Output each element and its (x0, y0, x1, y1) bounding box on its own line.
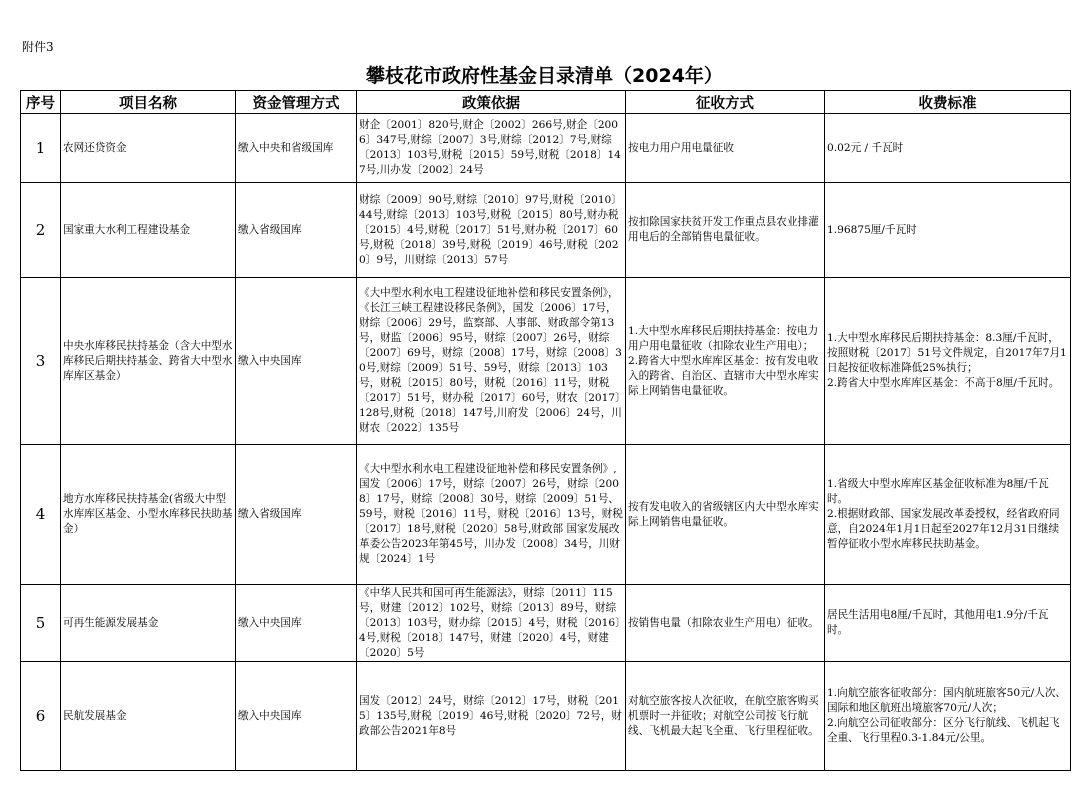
cell-policy: 财企〔2001〕820号,财企〔2002〕266号,财企〔2006〕347号,财综〔2007〕3号,财综〔2012〕7号,财综〔2013〕103号,财税〔2015〕59号,财税〔2018〕147号,川办发〔2002〕24号 (357, 114, 626, 183)
fund-table (20, 90, 1071, 771)
cell-policy: 《中华人民共和国可再生能源法》，财综〔2011〕115号，财建〔2012〕102号，财综〔2013〕89号，财综〔2013〕103号，财办综〔2015〕4号，财税〔2016〕4号,财税〔2018〕147号，财建〔2020〕4号，财建〔2020〕5号 (357, 585, 626, 662)
cell-management: 缴入中央国库 (236, 278, 357, 445)
cell-name: 民航发展基金 (61, 662, 236, 771)
cell-management: 缴入中央国库 (236, 662, 357, 771)
header-standard: 收费标准 (825, 91, 1071, 114)
cell-standard: 1.向航空旅客征收部分：国内航班旅客50元/人次、国际和地区航班出境旅客70元/人次； 2.向航空公司征收部分：区分飞行航线、飞机起飞全重、飞行里程0.3-1.84元/公里。 (825, 662, 1071, 771)
table-row (21, 585, 1071, 662)
cell-seq: 4 (21, 445, 61, 585)
table-row (21, 278, 1071, 445)
table-header-row (21, 91, 1071, 114)
cell-policy: 《大中型水利水电工程建设征地补偿和移民安置条例》，《长江三峡工程建设移民条例》，国发〔2006〕17号，财综〔2006〕29号，监察部、人事部、财政部令第13号，财监〔2006〕95号，财综〔2007〕26号，财综〔2007〕69号，财综〔2008〕17号，财综〔2008〕30号,财综〔2009〕51号、59号，财综〔2013〕103号，财税〔2015〕80号，财税〔2016〕11号，财税〔2017〕51号，财办税〔2017〕60号，财农〔2017〕128号,财税〔2018〕147号,川府发〔2006〕24号，川财农〔2022〕135号 (357, 278, 626, 445)
cell-management: 缴入省级国库 (236, 445, 357, 585)
table-row (21, 445, 1071, 585)
cell-method: 按电力用户用电量征收 (626, 114, 825, 183)
cell-method: 按扣除国家扶贫开发工作重点县农业排灌用电后的全部销售电量征收。 (626, 183, 825, 278)
cell-standard: 0.02元 / 千瓦时 (825, 114, 1071, 183)
cell-management: 缴入中央国库 (236, 585, 357, 662)
cell-policy: 国发〔2012〕24号，财综〔2012〕17号，财税〔2015〕135号,财税〔2019〕46号,财税〔2020〕72号，财政部公告2021年8号 (357, 662, 626, 771)
header-management: 资金管理方式 (236, 91, 357, 114)
cell-method: 按销售电量（扣除农业生产用电）征收。 (626, 585, 825, 662)
cell-method: 对航空旅客按人次征收，在航空旅客购买机票时一并征收；对航空公司按飞行航线、飞机最大起飞全重、飞行里程征收。 (626, 662, 825, 771)
cell-name: 可再生能源发展基金 (61, 585, 236, 662)
cell-name: 中央水库移民扶持基金（含大中型水库移民后期扶持基金、跨省大中型水库库区基金） (61, 278, 236, 445)
cell-management: 缴入省级国库 (236, 183, 357, 278)
header-seq: 序号 (21, 91, 61, 114)
cell-seq: 2 (21, 183, 61, 278)
cell-standard: 1.省级大中型水库库区基金征收标准为8厘/千瓦时。 2.根据财政部、国家发展改革委授权，经省政府同意，自2024年1月1日起至2027年12月31日继续暂停征收小型水库移民扶助基金。 (825, 445, 1071, 585)
cell-seq: 6 (21, 662, 61, 771)
cell-seq: 1 (21, 114, 61, 183)
table-row (21, 114, 1071, 183)
cell-management: 缴入中央和省级国库 (236, 114, 357, 183)
header-name: 项目名称 (61, 91, 236, 114)
cell-standard: 居民生活用电8厘/千瓦时，其他用电1.9分/千瓦时。 (825, 585, 1071, 662)
cell-method: 1.大中型水库移民后期扶持基金：按电力用户用电量征收（扣除农业生产用电）； 2.跨省大中型水库库区基金：按有发电收入的跨省、自治区、直辖市大中型水库实际上网销售电量征收。 (626, 278, 825, 445)
cell-name: 地方水库移民扶持基金(省级大中型水库库区基金、小型水库移民扶助基金） (61, 445, 236, 585)
cell-seq: 5 (21, 585, 61, 662)
cell-policy: 财综〔2009〕90号,财综〔2010〕97号,财税〔2010〕44号,财综〔2013〕103号,财税〔2015〕80号,财办税〔2015〕4号,财税〔2017〕51号,财办税〔2017〕60号,财税〔2018〕39号,财税〔2019〕46号,财税〔2020〕9号，川财综〔2013〕57号 (357, 183, 626, 278)
cell-method: 按有发电收入的省级辖区内大中型水库实际上网销售电量征收。 (626, 445, 825, 585)
cell-name: 农网还贷资金 (61, 114, 236, 183)
cell-policy: 《大中型水利水电工程建设征地补偿和移民安置条例》,国发〔2006〕17号，财综〔2007〕26号，财综〔2008〕17号，财综〔2008〕30号，财综〔2009〕51号、59号，财税〔2016〕11号，财税〔2016〕13号，财税〔2017〕18号,财税〔2020〕58号,财政部 国家发展改革委公告2023年第45号，川办发〔2008〕34号，川财规〔2024〕1号 (357, 445, 626, 585)
table-row (21, 662, 1071, 771)
header-method: 征收方式 (626, 91, 825, 114)
cell-standard: 1.大中型水库移民后期扶持基金：8.3厘/千瓦时，按照财税〔2017〕51号文件规定，自2017年7月1日起按征收标准降低25%执行； 2.跨省大中型水库库区基金：不高于8厘/千瓦时。 (825, 278, 1071, 445)
attachment-label: 附件3 (22, 40, 54, 54)
cell-seq: 3 (21, 278, 61, 445)
page-title: 攀枝花市政府性基金目录清单（2024年） (366, 65, 723, 87)
cell-standard: 1.96875厘/千瓦时 (825, 183, 1071, 278)
table-row (21, 183, 1071, 278)
header-policy: 政策依据 (357, 91, 626, 114)
cell-name: 国家重大水利工程建设基金 (61, 183, 236, 278)
